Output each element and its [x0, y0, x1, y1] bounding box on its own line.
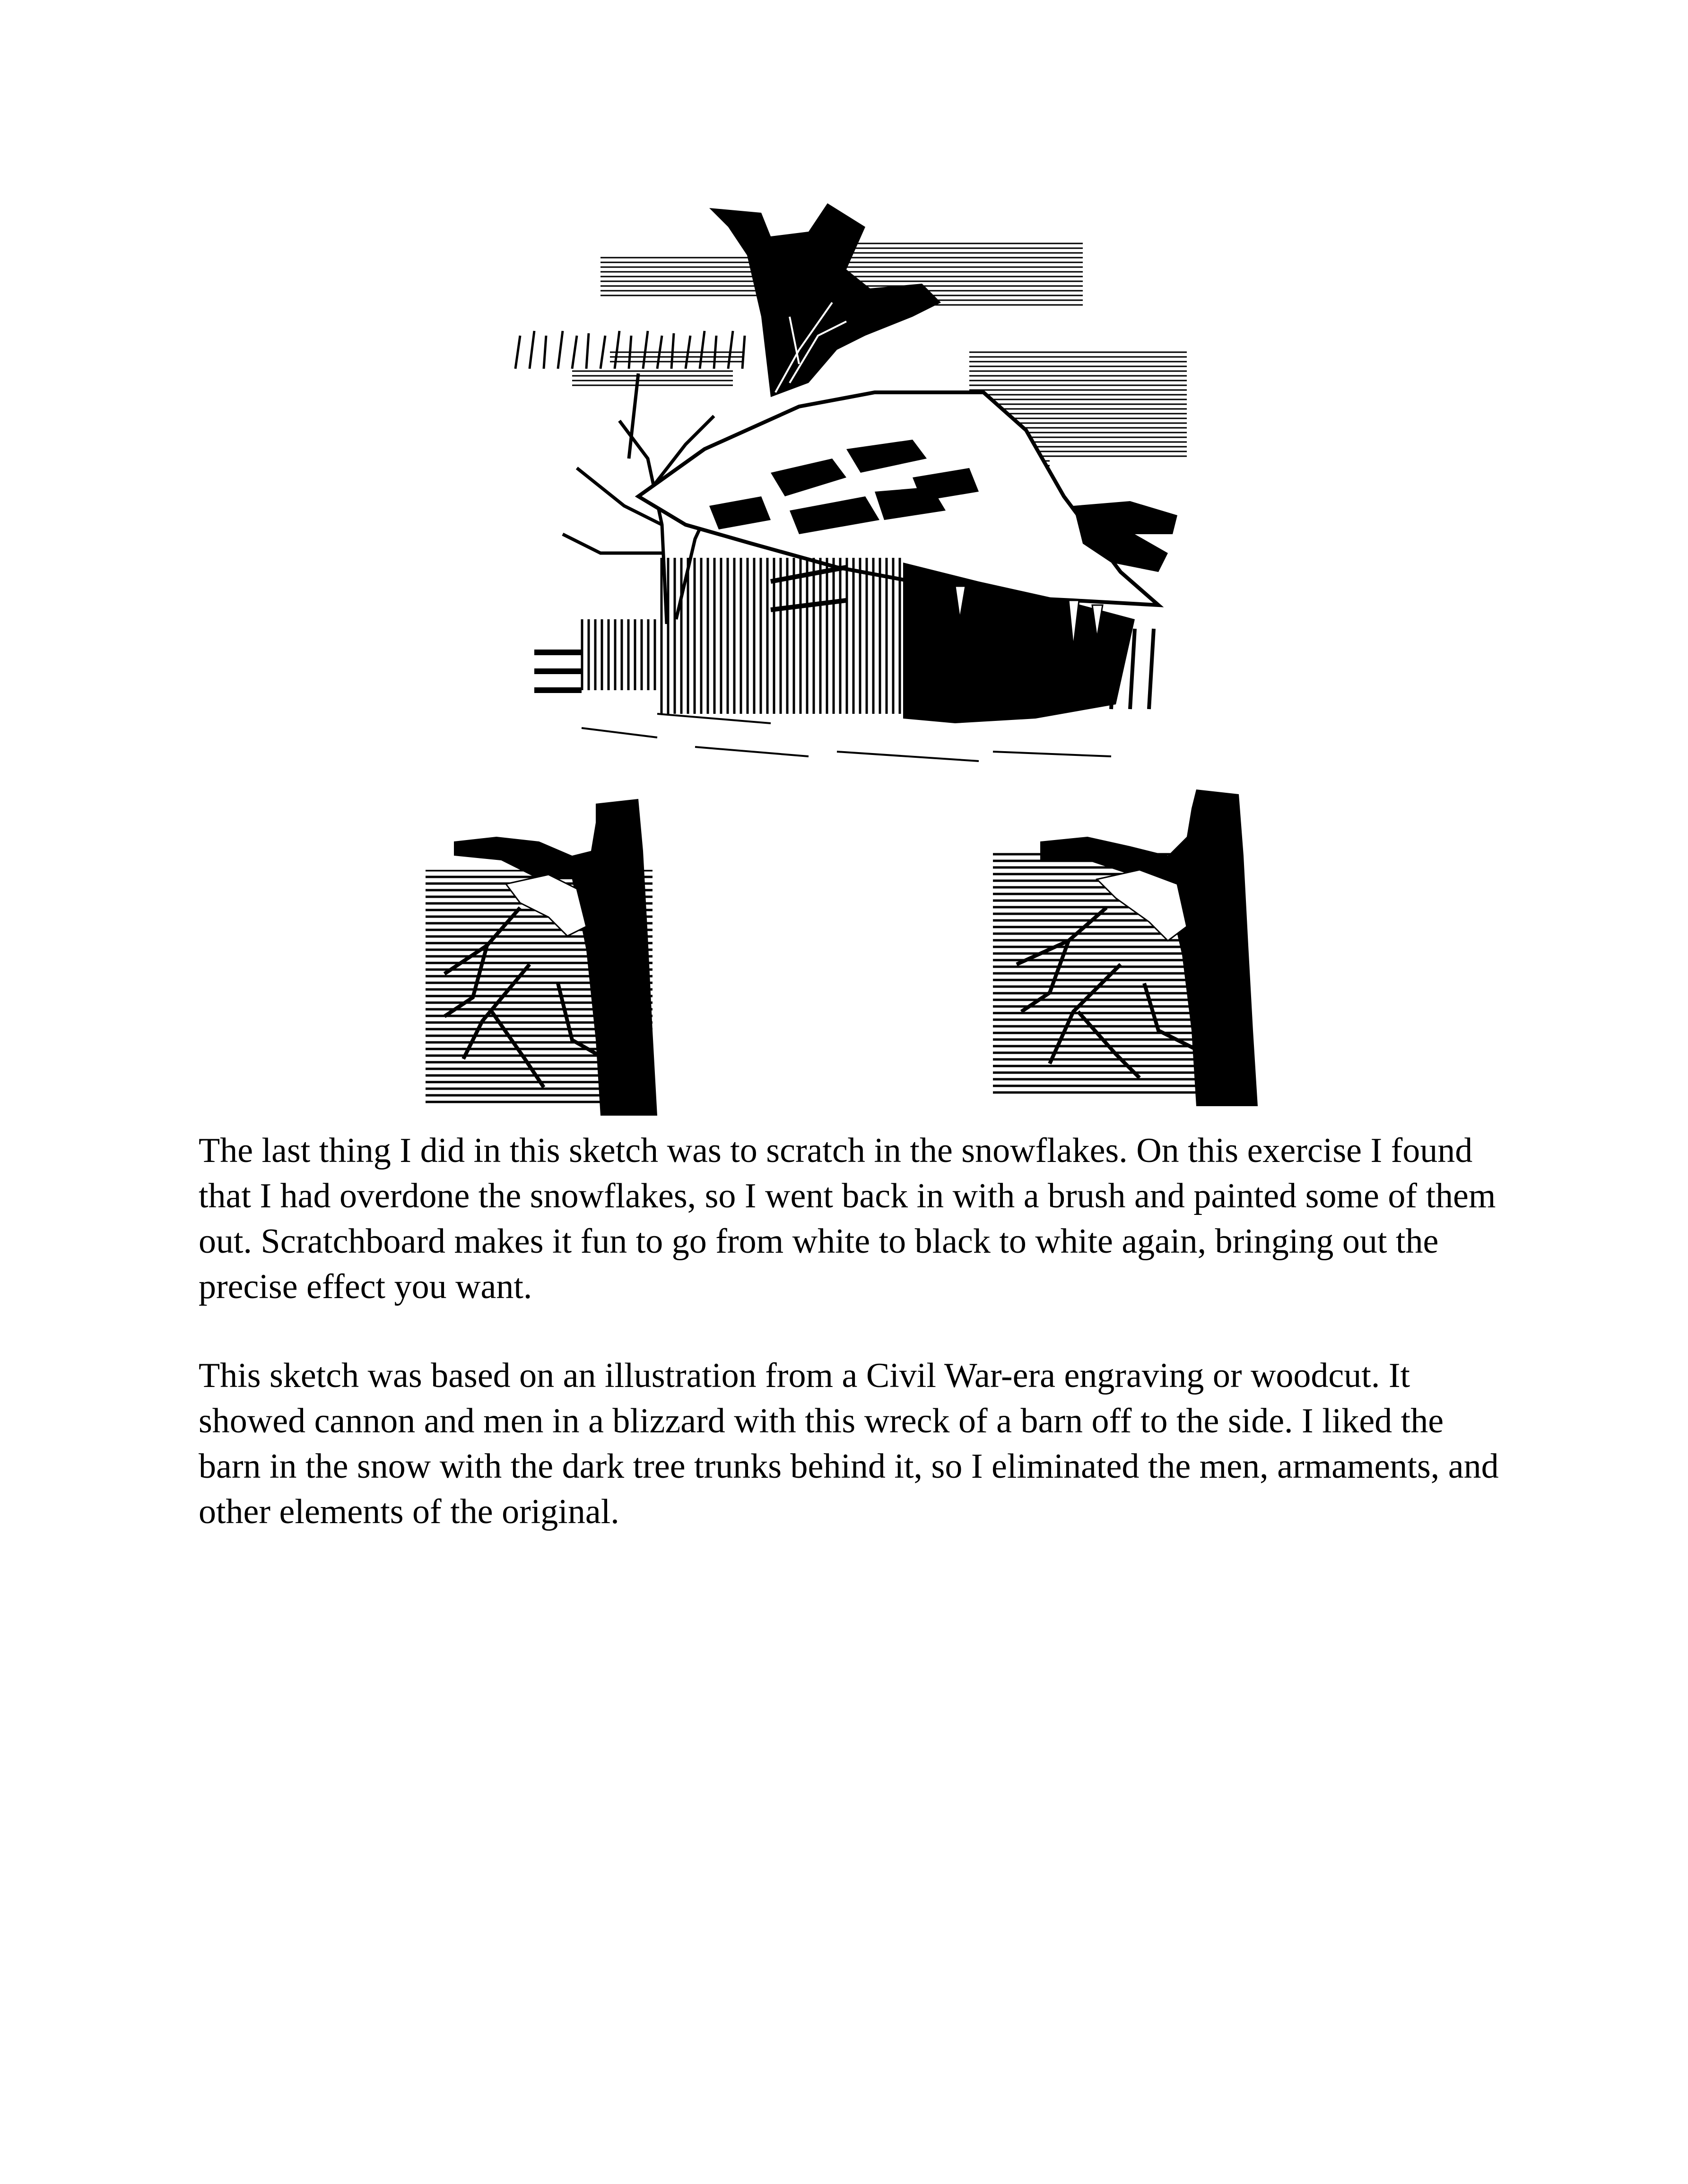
body-paragraph: The last thing I did in this sketch was to scratch in the snowflakes. On this exercise I found that I had overdone the snowflakes, so I went back in with a brush and painted some of them out. Scratchboard makes it fun to go from white to black to white again, bringing out the precise effect you want. [199, 1131, 1496, 1306]
ground-hatching [577, 619, 671, 690]
tree-trunk-background [709, 203, 941, 397]
snow-ground-strokes [582, 714, 1111, 761]
tree-detail-right-illustration [988, 785, 1272, 1111]
barn-in-snow-illustration [506, 194, 1187, 775]
body-paragraph: This sketch was based on an illustration from a Civil War-era engraving or woodcut. It showed cannon and men in a blizzard with this wreck of a barn off to the side. I liked the barn in the snow with the dark tree trunks behind it, so I eliminated the men, armaments, and other elements of the original. [199, 1356, 1499, 1531]
tree-detail-left-illustration [416, 794, 681, 1116]
fence-rails-left [534, 652, 582, 690]
